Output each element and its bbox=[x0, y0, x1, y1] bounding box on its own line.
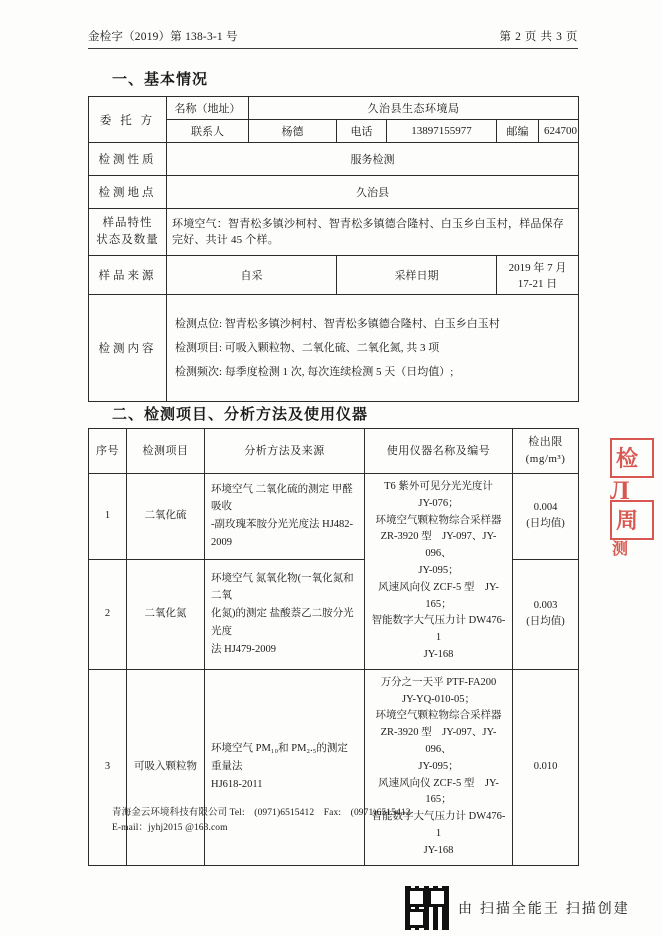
page-number: 第 2 页 共 3 页 bbox=[499, 31, 578, 43]
document-footer bbox=[112, 806, 411, 835]
sample-character-label-line1: 样品特性 bbox=[102, 217, 153, 230]
red-seal-stamp bbox=[608, 438, 656, 566]
table-header-row bbox=[89, 429, 579, 474]
row-1-instrument-line-4: ZR-3920 型 JY-097、JY-096、 bbox=[380, 531, 497, 560]
test-content-line-3: 检测频次: 每季度检测 1 次, 每次连续检测 5 天（日均值）; bbox=[175, 366, 454, 379]
row-1-no: 1 bbox=[89, 474, 127, 559]
table-row bbox=[89, 143, 579, 176]
row-1-instrument-line-6: 风速风向仪 ZCF-5 型 JY-165； bbox=[378, 581, 499, 610]
row-3-limit bbox=[513, 669, 579, 865]
contact-label: 联系人 bbox=[167, 120, 249, 143]
seal-box-top bbox=[610, 438, 654, 478]
row-1-limit bbox=[513, 474, 579, 559]
row-2-item: 二氧化氮 bbox=[127, 559, 205, 669]
row-1-instrument-line-8: JY-168 bbox=[423, 649, 454, 661]
row-1-instrument-line-3: 环境空气颗粒物综合采样器 bbox=[375, 514, 502, 526]
row-2-limit-value: 0.003 bbox=[533, 599, 558, 611]
row-3-instrument-line-4: ZR-3920 型 JY-097、JY-096、 bbox=[380, 727, 497, 756]
row-1-instrument-line-5: JY-095； bbox=[418, 565, 459, 577]
section-1-title: 一、基本情况 bbox=[112, 71, 209, 88]
methods-instruments-table bbox=[88, 428, 579, 866]
column-header-limit: 检出限(mg/m³) bbox=[513, 429, 579, 474]
phone-label: 电话 bbox=[337, 120, 387, 143]
table-row bbox=[89, 256, 579, 295]
phone-value: 13897155977 bbox=[387, 120, 497, 143]
zip-value: 624700 bbox=[539, 120, 579, 143]
table-row bbox=[89, 474, 579, 559]
row-2-limit-note: (日均值) bbox=[526, 616, 565, 628]
footer-email-line: E-mail：jyhj2015 @163.com bbox=[112, 822, 228, 833]
row-1-method-line-1: 环境空气 二氧化硫的测定 甲醛吸收 bbox=[211, 483, 353, 513]
test-content-value bbox=[167, 295, 579, 402]
document-header bbox=[88, 28, 578, 49]
test-content-label: 检测内容 bbox=[89, 295, 167, 402]
row-3-instrument-line-2: JY-YQ-010-05； bbox=[402, 693, 475, 705]
scan-watermark-text: 由 扫描全能王 扫描创建 bbox=[458, 900, 630, 916]
basic-info-table bbox=[88, 96, 579, 402]
test-place-label: 检测地点 bbox=[89, 176, 167, 209]
sample-character-label-line2: 状态及数量 bbox=[96, 234, 159, 246]
sample-source-label: 样品来源 bbox=[89, 256, 167, 295]
scan-watermark bbox=[405, 886, 630, 930]
table-row bbox=[89, 209, 579, 256]
sampling-date-value: 2019 年 7 月 17-21 日 bbox=[497, 256, 579, 295]
test-nature-value: 服务检测 bbox=[167, 143, 579, 176]
contact-value: 杨德 bbox=[249, 120, 337, 143]
row-1-limit-value: 0.004 bbox=[533, 502, 558, 514]
table-row bbox=[89, 176, 579, 209]
row-2-method-line-1: 环境空气 氮氧化物(一氧化氮和二氧 bbox=[211, 572, 354, 602]
seal-char-1: 检 bbox=[616, 446, 639, 471]
column-header-no: 序号 bbox=[89, 429, 127, 474]
row-3-instrument bbox=[365, 669, 513, 865]
row-1-method-line-2: -副玫瑰苯胺分光光度法 HJ482-2009 bbox=[211, 519, 354, 549]
row-1-method bbox=[205, 474, 365, 559]
row-2-method-line-3: 法 HJ479-2009 bbox=[211, 643, 277, 655]
seal-box-bottom bbox=[610, 500, 654, 540]
section-2-title: 二、检测项目、分析方法及使用仪器 bbox=[112, 406, 369, 423]
client-name-value: 久治县生态环境局 bbox=[249, 97, 579, 120]
seal-char-3: 周 bbox=[616, 508, 639, 533]
row-3-instrument-line-6: 风速风向仪 ZCF-5 型 JY-165； bbox=[378, 777, 499, 806]
column-header-item: 检测项目 bbox=[127, 429, 205, 474]
seal-char-4: 测 bbox=[612, 541, 629, 558]
column-header-method: 分析方法及来源 bbox=[205, 429, 365, 474]
row-1-instrument-line-2: JY-076； bbox=[418, 497, 459, 509]
sample-source-value: 自采 bbox=[167, 256, 337, 295]
row-3-limit-value: 0.010 bbox=[533, 761, 558, 773]
row-1-instrument bbox=[365, 474, 513, 670]
seal-char-2: Л bbox=[610, 476, 630, 505]
sampling-date-label: 采样日期 bbox=[337, 256, 497, 295]
row-1-instrument-line-1: T6 紫外可见分光光度计 bbox=[384, 481, 493, 493]
sample-character-label bbox=[89, 209, 167, 256]
client-label: 委 托 方 bbox=[89, 97, 167, 143]
test-place-value: 久治县 bbox=[167, 176, 579, 209]
row-3-method bbox=[205, 669, 365, 865]
row-3-method-line-2: HJ618-2011 bbox=[211, 779, 263, 791]
row-2-no: 2 bbox=[89, 559, 127, 669]
sample-character-value: 环境空气：智青松多镇沙柯村、智青松多镇德合隆村、白玉乡白玉村，样品保存完好、共计 45 个样。 bbox=[167, 209, 579, 256]
table-row bbox=[89, 97, 579, 120]
row-1-item: 二氧化硫 bbox=[127, 474, 205, 559]
row-3-instrument-line-3: 环境空气颗粒物综合采样器 bbox=[375, 710, 502, 722]
table-row bbox=[89, 669, 579, 865]
row-3-item: 可吸入颗粒物 bbox=[127, 669, 205, 865]
column-header-instrument: 使用仪器名称及编号 bbox=[365, 429, 513, 474]
test-content-line-1: 检测点位: 智青松多镇沙柯村、智青松多镇德合隆村、白玉乡白玉村 bbox=[175, 317, 500, 330]
doc-number: 金检字（2019）第 138-3-1 号 bbox=[88, 31, 238, 43]
row-3-instrument-line-5: JY-095； bbox=[418, 760, 459, 772]
client-name-label: 名称（地址） bbox=[167, 97, 249, 120]
test-content-line-2: 检测项目: 可吸入颗粒物、二氧化硫、二氧化氮, 共 3 项 bbox=[175, 341, 440, 354]
row-3-instrument-line-1: 万分之一天平 PTF-FA200 bbox=[380, 676, 497, 688]
footer-company-line: 青海金云环境科技有限公司 Tel: (0971)6515412 Fax: (0971)6515412 bbox=[112, 808, 411, 818]
zip-label: 邮编 bbox=[497, 120, 539, 143]
row-2-method bbox=[205, 559, 365, 669]
row-3-instrument-line-7: 智能数字大气压力计 DW476-1 bbox=[371, 811, 506, 840]
row-3-method-line-1: 环境空气 PM₁₀和 PM₂.₅的测定 重量法 bbox=[211, 743, 348, 773]
test-nature-label: 检测性质 bbox=[89, 143, 167, 176]
row-3-instrument-line-8: JY-168 bbox=[423, 844, 454, 856]
row-1-instrument-line-7: 智能数字大气压力计 DW476-1 bbox=[371, 615, 506, 644]
row-2-method-line-2: 化氮)的测定 盐酸萘乙二胺分光光度 bbox=[211, 608, 354, 638]
row-2-limit bbox=[513, 559, 579, 669]
qr-code-icon bbox=[405, 886, 449, 930]
row-3-no: 3 bbox=[89, 669, 127, 865]
table-row bbox=[89, 295, 579, 402]
row-1-limit-note: (日均值) bbox=[526, 518, 565, 530]
